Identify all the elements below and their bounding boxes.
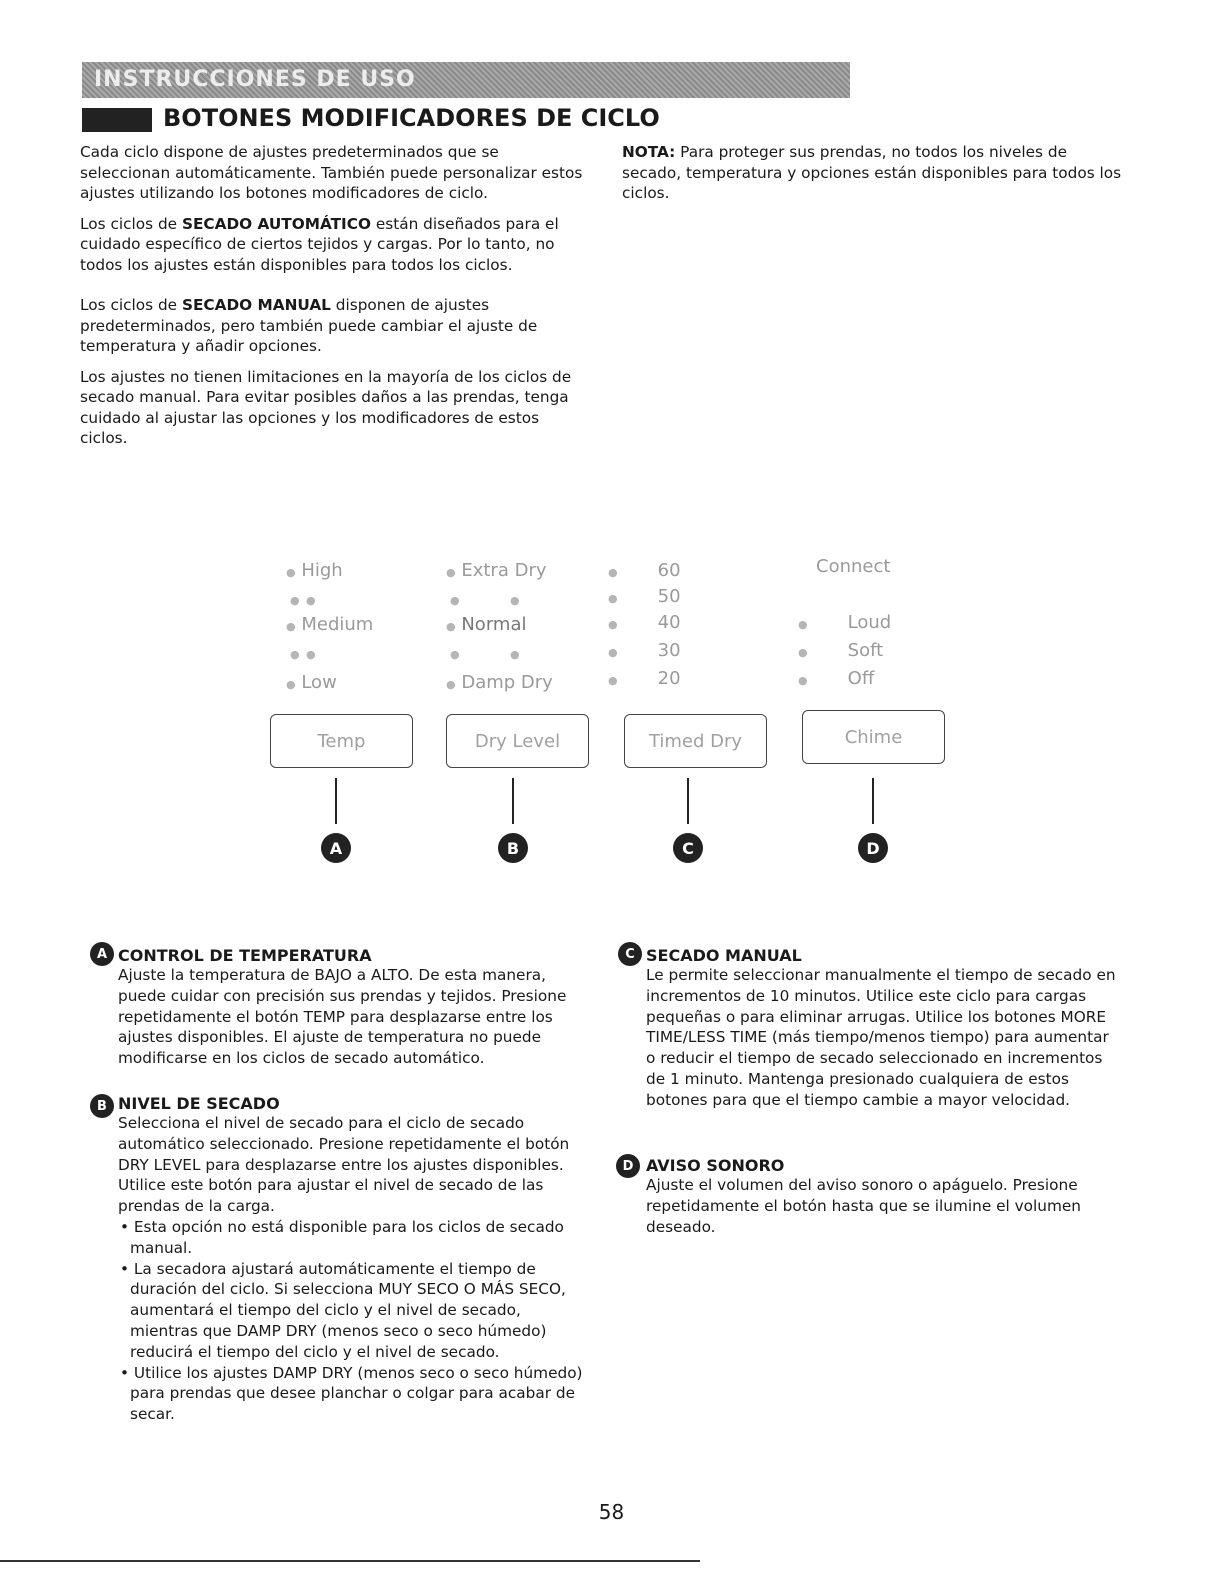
marker-a-icon: A xyxy=(321,833,351,863)
section-title: BOTONES MODIFICADORES DE CICLO xyxy=(163,104,660,132)
desc-temperature xyxy=(118,946,588,1069)
timed-40-indicator: ● 40 xyxy=(608,612,681,633)
desc-dry-level-text: Selecciona el nivel de secado para el ciclo de secado automático seleccionado. Presione repetidamente el botón DRY LEVEL para desplazarse entre los ajustes disponibles. Utilice este botón para ajustar el nivel de secado de las prendas de la carga. xyxy=(118,1114,570,1216)
temp-low-indicator: ● Low xyxy=(286,672,337,693)
timed-30-indicator: ● 30 xyxy=(608,640,681,661)
bottom-rule xyxy=(0,1560,700,1562)
desc-timed-dry-text: Le permite seleccionar manualmente el tiempo de secado en incrementos de 10 minutos. Utilice este ciclo para cargas pequeñas o para eliminar arrugas. Utilice los botones MORE TIME/LESS TIME (más tiempo/menos tiempo) para aumentar o reducir el tiempo de secado seleccionado en incrementos de 1 minuto. Mantenga presionado cualquiera de estos botones para que el tiempo cambie a mayor velocidad. xyxy=(646,966,1116,1109)
desc-timed-dry xyxy=(646,946,1116,1111)
marker-d-icon: D xyxy=(858,833,888,863)
chime-leader-line xyxy=(872,778,874,824)
timed-60-indicator: ● 60 xyxy=(608,560,681,581)
note-block xyxy=(622,142,1127,204)
desc-b-marker-icon: B xyxy=(90,1094,114,1118)
marker-c-icon: C xyxy=(673,833,703,863)
dry-dot: ● xyxy=(450,594,460,607)
dry-dot: ● xyxy=(450,648,460,661)
temp-dot: ● xyxy=(290,594,300,607)
timed-50-indicator: ● 50 xyxy=(608,586,681,607)
section-title-block xyxy=(82,108,152,132)
note-text: Para proteger sus prendas, no todos los niveles de secado, temperatura y opciones están disponibles para todos los ciclos. xyxy=(622,143,1122,202)
intro-paragraph-1: Cada ciclo dispone de ajustes predeterminados que se seleccionan automáticamente. También puede personalizar estos ajustes utilizando los botones modificadores de ciclo. xyxy=(80,143,583,202)
desc-a-marker-icon: A xyxy=(90,942,114,966)
chime-soft-indicator: ● Soft xyxy=(798,640,884,661)
timed-20-indicator: ● 20 xyxy=(608,668,681,689)
temp-dot: ● xyxy=(306,594,316,607)
desc-dry-level-bullet: • Utilice los ajustes DAMP DRY (menos seco o seco húmedo) para prendas que desee planchar o colgar para acabar de secar. xyxy=(120,1363,583,1424)
desc-temperature-text: Ajuste la temperatura de BAJO a ALTO. De esta manera, puede cuidar con precisión sus prendas y tejidos. Presione repetidamente el botón TEMP para desplazarse entre los ajustes disponibles. El ajuste de temperatura no puede modificarse en los ciclos de secado automático. xyxy=(118,966,567,1068)
dry-level-button[interactable]: Dry Level xyxy=(446,714,589,768)
desc-temperature-title: CONTROL DE TEMPERATURA xyxy=(118,946,372,965)
desc-d-marker-icon: D xyxy=(616,1154,640,1178)
temp-medium-indicator: ● Medium xyxy=(286,614,374,635)
desc-dry-level-bullet: • La secadora ajustará automáticamente el tiempo de duración del ciclo. Si selecciona MUY SECO O MÁS SECO, aumentará el tiempo del ciclo y el nivel de secado, mientras que DAMP DRY (menos seco o seco húmedo) reducirá el tiempo del ciclo y el nivel de secado. xyxy=(120,1259,566,1361)
dry-extra-indicator: ● Extra Dry xyxy=(446,560,547,581)
chime-button[interactable]: Chime xyxy=(802,710,945,764)
desc-dry-level-bullet: • Esta opción no está disponible para los ciclos de secado manual. xyxy=(120,1217,564,1257)
desc-dry-level xyxy=(118,1094,588,1425)
timed-dry-button[interactable]: Timed Dry xyxy=(624,714,767,768)
intro-paragraph-3: Los ciclos de SECADO MANUAL disponen de ajustes predeterminados, pero también puede cambiar el ajuste de temperatura y añadir opciones. xyxy=(80,296,538,355)
desc-chime-title: AVISO SONORO xyxy=(646,1156,785,1175)
dry-dot: ● xyxy=(510,594,520,607)
intro-paragraph-4: Los ajustes no tienen limitaciones en la mayoría de los ciclos de secado manual. Para evitar posibles daños a las prendas, tenga cuidado al ajustar las opciones y los modificadores de estos ciclos. xyxy=(80,367,572,447)
temp-high-indicator: ● High xyxy=(286,560,343,581)
temp-button[interactable]: Temp xyxy=(270,714,413,768)
chime-off-indicator: ● Off xyxy=(798,668,875,689)
chime-loud-indicator: ● Loud xyxy=(798,612,892,633)
desc-chime-text: Ajuste el volumen del aviso sonoro o apáguelo. Presione repetidamente el botón hasta que se ilumine el volumen deseado. xyxy=(646,1176,1081,1236)
desc-chime xyxy=(646,1156,1116,1237)
page-number: 58 xyxy=(598,1500,625,1524)
dry-leader-line xyxy=(512,778,514,824)
dry-dot: ● xyxy=(510,648,520,661)
marker-b-icon: B xyxy=(498,833,528,863)
temp-dot: ● xyxy=(306,648,316,661)
note-label: NOTA: xyxy=(622,143,676,161)
temp-dot: ● xyxy=(290,648,300,661)
desc-c-marker-icon: C xyxy=(618,942,642,966)
dry-normal-indicator: ● Normal xyxy=(446,614,527,635)
temp-leader-line xyxy=(335,778,337,824)
intro-column xyxy=(80,142,585,449)
desc-timed-dry-title: SECADO MANUAL xyxy=(646,946,802,965)
chime-connect-indicator: Connect xyxy=(816,556,891,577)
dry-damp-indicator: ● Damp Dry xyxy=(446,672,553,693)
desc-dry-level-title: NIVEL DE SECADO xyxy=(118,1094,280,1113)
intro-paragraph-2: Los ciclos de SECADO AUTOMÁTICO están diseñados para el cuidado específico de ciertos tejidos y cargas. Por lo tanto, no todos los ajustes están disponibles para todos los ciclos. xyxy=(80,214,559,274)
timed-leader-line xyxy=(687,778,689,824)
section-banner: INSTRUCCIONES DE USO xyxy=(82,62,850,98)
